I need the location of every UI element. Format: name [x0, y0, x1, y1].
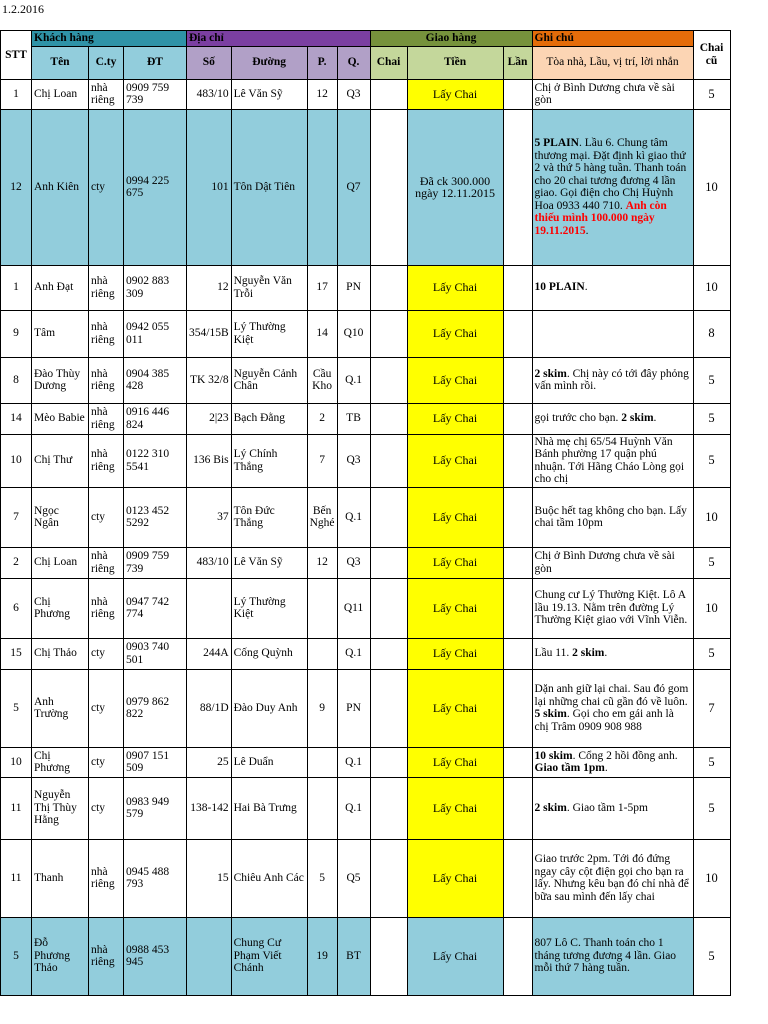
- table-row: [1, 777, 731, 839]
- table-row: [1, 434, 731, 487]
- delivery-sheet: [0, 30, 731, 996]
- cell-q: Q.1: [337, 638, 370, 669]
- cell-q: TB: [337, 403, 370, 434]
- cell-so: 354/15B: [187, 310, 232, 357]
- cell-dt: 0903 740 501: [124, 638, 187, 669]
- cell-note: [532, 747, 693, 777]
- cell-chai: [370, 777, 407, 839]
- cell-p: [307, 578, 337, 638]
- cell-tien: Đã ck 300.000 ngày 12.11.2015: [407, 109, 503, 265]
- cell-ten: Mèo Babie: [32, 403, 89, 434]
- cell-so: 12: [187, 265, 232, 310]
- cell-chai-cu: 10: [693, 109, 730, 265]
- cell-ten: Thanh: [32, 839, 89, 917]
- note-part: 807 Lô C. Thanh toán cho 1 tháng tương đương 4 lần. Giao mỗi thứ 7 hàng tuần.: [534, 937, 677, 975]
- cell-tien: Lấy Chai: [407, 669, 503, 747]
- group-ghi-chu: Ghi chú: [532, 31, 693, 47]
- cell-chai: [370, 839, 407, 917]
- cell-q: Q10: [337, 310, 370, 357]
- cell-cty: nhà riêng: [89, 265, 124, 310]
- cell-cty: nhà riêng: [89, 578, 124, 638]
- cell-note: [532, 547, 693, 578]
- cell-cty: nhà riêng: [89, 917, 124, 995]
- note-part: Nhà mẹ chị 65/54 Huỳnh Văn Bánh phường 17 quận phú nhuận. Tới Hãng Cháo Lòng gọi cho chị: [534, 435, 685, 485]
- cell-dt: 0909 759 739: [124, 79, 187, 109]
- cell-chai: [370, 638, 407, 669]
- cell-chai-cu: 10: [693, 578, 730, 638]
- cell-duong: Lê Văn Sỹ: [231, 547, 307, 578]
- cell-stt: 1: [1, 79, 32, 109]
- note-part: . Cổng 2 hồi đồng anh.: [572, 749, 678, 762]
- cell-chai-cu: 5: [693, 777, 730, 839]
- cell-stt: 9: [1, 310, 32, 357]
- cell-stt: 2: [1, 547, 32, 578]
- cell-dt: 0904 385 428: [124, 357, 187, 403]
- cell-p: Bến Nghé: [307, 487, 337, 547]
- cell-cty: nhà riêng: [89, 547, 124, 578]
- cell-tien: Lấy Chai: [407, 578, 503, 638]
- cell-tien: Lấy Chai: [407, 265, 503, 310]
- cell-ten: Đào Thùy Dương: [32, 357, 89, 403]
- cell-q: Q3: [337, 79, 370, 109]
- cell-p: 9: [307, 669, 337, 747]
- cell-duong: Cống Quỳnh: [231, 638, 307, 669]
- cell-chai-cu: 5: [693, 79, 730, 109]
- note-part: 5 PLAIN: [534, 137, 579, 149]
- cell-chai-cu: 10: [693, 839, 730, 917]
- cell-duong: Lý Chính Thắng: [231, 434, 307, 487]
- note-part: Buộc hết tag không cho bạn. Lấy chai tầm 10pm: [534, 504, 687, 529]
- cell-lan: [503, 747, 532, 777]
- cell-duong: Nguyễn Cảnh Chân: [231, 357, 307, 403]
- table-row: [1, 403, 731, 434]
- cell-cty: nhà riêng: [89, 434, 124, 487]
- cell-tien: Lấy Chai: [407, 434, 503, 487]
- cell-stt: 5: [1, 669, 32, 747]
- cell-lan: [503, 669, 532, 747]
- cell-cty: cty: [89, 638, 124, 669]
- cell-p: 19: [307, 917, 337, 995]
- header-note: Tòa nhà, Lầu, vị trí, lời nhắn: [532, 46, 693, 79]
- header-lan: Lần: [503, 46, 532, 79]
- cell-chai: [370, 403, 407, 434]
- table-row: [1, 487, 731, 547]
- note-part: Chung cư Lý Thường Kiệt. Lô A lầu 19.13. Nằm trên đường Lý Thường Kiệt giao với Vĩnh Viễn.: [534, 589, 688, 627]
- cell-lan: [503, 917, 532, 995]
- cell-duong: Lý Thường Kiệt: [231, 578, 307, 638]
- cell-stt: 10: [1, 747, 32, 777]
- cell-tien: Lấy Chai: [407, 310, 503, 357]
- cell-dt: 0123 452 5292: [124, 487, 187, 547]
- cell-lan: [503, 434, 532, 487]
- cell-chai: [370, 265, 407, 310]
- cell-chai-cu: 5: [693, 917, 730, 995]
- cell-q: Q7: [337, 109, 370, 265]
- cell-p: [307, 109, 337, 265]
- cell-chai-cu: 10: [693, 487, 730, 547]
- table-row: [1, 547, 731, 578]
- note-part: 10 skim: [534, 749, 573, 762]
- cell-stt: 5: [1, 917, 32, 995]
- cell-p: 5: [307, 839, 337, 917]
- cell-chai: [370, 669, 407, 747]
- cell-dt: 0979 862 822: [124, 669, 187, 747]
- cell-lan: [503, 265, 532, 310]
- cell-stt: 12: [1, 109, 32, 265]
- header-cty: C.ty: [89, 46, 124, 79]
- cell-dt: 0902 883 309: [124, 265, 187, 310]
- cell-chai-cu: 5: [693, 357, 730, 403]
- cell-ten: Chị Phương: [32, 578, 89, 638]
- header-duong: Đường: [231, 46, 307, 79]
- cell-stt: 8: [1, 357, 32, 403]
- cell-dt: 0988 453 945: [124, 917, 187, 995]
- cell-note: [532, 403, 693, 434]
- table-row: [1, 839, 731, 917]
- cell-dt: 0907 151 509: [124, 747, 187, 777]
- cell-note: [532, 839, 693, 917]
- cell-p: 12: [307, 79, 337, 109]
- note-part: 2 skim: [572, 647, 605, 660]
- cell-stt: 7: [1, 487, 32, 547]
- cell-chai: [370, 109, 407, 265]
- header-so: Số: [187, 46, 232, 79]
- cell-dt: 0909 759 739: [124, 547, 187, 578]
- cell-tien: Lấy Chai: [407, 487, 503, 547]
- cell-so: [187, 917, 232, 995]
- cell-cty: nhà riêng: [89, 357, 124, 403]
- cell-ten: Ngọc Ngân: [32, 487, 89, 547]
- cell-duong: Nguyễn Văn Trỗi: [231, 265, 307, 310]
- note-part: . Lầu 6. Chung tâm thương mại. Đặt định kì giao thứ 2 và thứ 5 hàng tuần. Thanh toán cho 20 chai tương đương 4 lần giao. Gọi điện cho Chị Huỳnh Hoa 0933 440 710.: [534, 137, 687, 212]
- cell-stt: 11: [1, 777, 32, 839]
- cell-p: [307, 777, 337, 839]
- cell-duong: Chiêu Anh Các: [231, 839, 307, 917]
- cell-stt: 11: [1, 839, 32, 917]
- note-part: . Gọi cho em gái anh là chị Trâm 0909 908 988: [534, 708, 674, 733]
- cell-cty: nhà riêng: [89, 403, 124, 434]
- group-dia-chi: Địa chỉ: [187, 31, 371, 47]
- note-part: 2 skim: [534, 367, 567, 380]
- table-row: [1, 747, 731, 777]
- cell-lan: [503, 109, 532, 265]
- note-part: . Chị này có tới đây phỏng vấn mình rồi.: [534, 367, 689, 392]
- cell-lan: [503, 310, 532, 357]
- cell-q: Q5: [337, 839, 370, 917]
- cell-p: [307, 747, 337, 777]
- cell-chai-cu: 8: [693, 310, 730, 357]
- table-body: [1, 79, 731, 995]
- cell-so: 136 Bis: [187, 434, 232, 487]
- note-part: 2 skim: [534, 801, 567, 814]
- cell-q: PN: [337, 669, 370, 747]
- cell-note: [532, 669, 693, 747]
- table-row: [1, 265, 731, 310]
- cell-duong: Lê Duẩn: [231, 747, 307, 777]
- cell-tien: Lấy Chai: [407, 403, 503, 434]
- cell-lan: [503, 357, 532, 403]
- note-part: gọi trước cho bạn.: [534, 412, 622, 425]
- cell-so: 138-142: [187, 777, 232, 839]
- cell-stt: 15: [1, 638, 32, 669]
- cell-chai: [370, 578, 407, 638]
- cell-stt: 14: [1, 403, 32, 434]
- cell-chai: [370, 487, 407, 547]
- cell-lan: [503, 578, 532, 638]
- cell-ten: Chị Loan: [32, 79, 89, 109]
- cell-so: 88/1D: [187, 669, 232, 747]
- cell-tien: Lấy Chai: [407, 777, 503, 839]
- cell-stt: 10: [1, 434, 32, 487]
- cell-q: Q.1: [337, 487, 370, 547]
- table-row: [1, 109, 731, 265]
- table-row: [1, 638, 731, 669]
- header-tien: Tiền: [407, 46, 503, 79]
- cell-ten: Chị Thư: [32, 434, 89, 487]
- cell-p: [307, 638, 337, 669]
- cell-ten: Anh Đạt: [32, 265, 89, 310]
- table-row: [1, 79, 731, 109]
- cell-duong: Hai Bà Trưng: [231, 777, 307, 839]
- cell-lan: [503, 839, 532, 917]
- cell-q: Q.1: [337, 357, 370, 403]
- cell-chai-cu: 10: [693, 265, 730, 310]
- cell-tien: Lấy Chai: [407, 357, 503, 403]
- cell-chai: [370, 434, 407, 487]
- note-part: . Giao tầm 1-5pm: [566, 801, 648, 814]
- cell-duong: Lý Thường Kiệt: [231, 310, 307, 357]
- cell-chai: [370, 357, 407, 403]
- table-row: [1, 669, 731, 747]
- header-chai-cu: Chai cũ: [693, 31, 730, 80]
- cell-chai-cu: 7: [693, 669, 730, 747]
- cell-cty: nhà riêng: [89, 79, 124, 109]
- cell-chai: [370, 310, 407, 357]
- cell-duong: Bạch Đằng: [231, 403, 307, 434]
- cell-p: 7: [307, 434, 337, 487]
- cell-chai: [370, 547, 407, 578]
- cell-ten: Anh Kiên: [32, 109, 89, 265]
- cell-tien: Lấy Chai: [407, 839, 503, 917]
- cell-dt: 0983 949 579: [124, 777, 187, 839]
- cell-note: [532, 638, 693, 669]
- cell-q: Q3: [337, 434, 370, 487]
- cell-lan: [503, 547, 532, 578]
- cell-tien: Lấy Chai: [407, 79, 503, 109]
- note-part: .: [604, 762, 608, 774]
- note-part: .: [604, 647, 608, 660]
- cell-so: 37: [187, 487, 232, 547]
- cell-cty: nhà riêng: [89, 310, 124, 357]
- cell-duong: Tôn Dật Tiên: [231, 109, 307, 265]
- cell-q: Q11: [337, 578, 370, 638]
- table-row: [1, 310, 731, 357]
- cell-tien: Lấy Chai: [407, 638, 503, 669]
- cell-duong: Chung Cư Phạm Viết Chánh: [231, 917, 307, 995]
- note-part: .: [584, 281, 588, 294]
- header-stt: STT: [1, 31, 32, 80]
- cell-q: Q.1: [337, 777, 370, 839]
- cell-note: [532, 917, 693, 995]
- cell-chai-cu: 5: [693, 747, 730, 777]
- table-row: [1, 578, 731, 638]
- group-giao-hang: Giao hàng: [370, 31, 532, 47]
- cell-cty: cty: [89, 487, 124, 547]
- cell-so: 2|23: [187, 403, 232, 434]
- cell-dt: 0916 446 824: [124, 403, 187, 434]
- cell-chai-cu: 5: [693, 638, 730, 669]
- note-part: Chị ở Bình Dương chưa về sài gòn: [534, 81, 675, 106]
- cell-ten: Nguyễn Thị Thùy Hằng: [32, 777, 89, 839]
- cell-duong: Tôn Đức Thắng: [231, 487, 307, 547]
- cell-p: 14: [307, 310, 337, 357]
- note-part: .: [653, 412, 657, 425]
- cell-p: 12: [307, 547, 337, 578]
- cell-dt: 0947 742 774: [124, 578, 187, 638]
- cell-note: [532, 357, 693, 403]
- cell-lan: [503, 487, 532, 547]
- cell-note: [532, 578, 693, 638]
- cell-so: 101: [187, 109, 232, 265]
- group-khach-hang: Khách hàng: [32, 31, 187, 47]
- cell-p: 17: [307, 265, 337, 310]
- cell-dt: 0122 310 5541: [124, 434, 187, 487]
- cell-stt: 6: [1, 578, 32, 638]
- cell-lan: [503, 79, 532, 109]
- cell-q: PN: [337, 265, 370, 310]
- cell-dt: 0945 488 793: [124, 839, 187, 917]
- header-q: Q.: [337, 46, 370, 79]
- cell-stt: 1: [1, 265, 32, 310]
- cell-lan: [503, 777, 532, 839]
- cell-ten: Chị Loan: [32, 547, 89, 578]
- cell-note: [532, 487, 693, 547]
- cell-lan: [503, 403, 532, 434]
- note-part: Anh còn thiếu mình 100.000 ngày 19.11.2015: [534, 199, 667, 237]
- cell-q: Q3: [337, 547, 370, 578]
- cell-so: 483/10: [187, 547, 232, 578]
- cell-note: [532, 79, 693, 109]
- note-part: Giao trước 2pm. Tới đó đứng ngay cây cột điện gọi cho bạn ra lấy. Nhưng kêu bạn đó chỉ nhà để bữa sau mình đến lấy chai: [534, 853, 689, 903]
- cell-chai-cu: 5: [693, 547, 730, 578]
- header-chai: Chai: [370, 46, 407, 79]
- table-row: [1, 917, 731, 995]
- cell-note: [532, 777, 693, 839]
- cell-note: [532, 265, 693, 310]
- cell-chai: [370, 79, 407, 109]
- cell-note: [532, 434, 693, 487]
- note-part: Dặn anh giữ lại chai. Sau đó gom lại những chai cũ gần đó về luôn.: [534, 683, 689, 708]
- cell-note: [532, 310, 693, 357]
- header-dt: ĐT: [124, 46, 187, 79]
- cell-tien: Lấy Chai: [407, 747, 503, 777]
- cell-duong: Đào Duy Anh: [231, 669, 307, 747]
- cell-ten: Chị Phương: [32, 747, 89, 777]
- cell-duong: Lê Văn Sỹ: [231, 79, 307, 109]
- note-part: 10 PLAIN: [534, 281, 585, 294]
- cell-chai: [370, 917, 407, 995]
- cell-ten: Chị Thảo: [32, 638, 89, 669]
- cell-dt: 0942 055 011: [124, 310, 187, 357]
- cell-ten: Tâm: [32, 310, 89, 357]
- cell-so: 15: [187, 839, 232, 917]
- cell-chai-cu: 5: [693, 434, 730, 487]
- cell-note: 5 PLAIN. Lầu 6. Chung tâm thương mại. Đặt định kì giao thứ 2 và thứ 5 hàng tuần. Thanh toán cho 20 chai tương đương 4 lần giao. Gọi điện cho Chị Huỳnh Hoa 0933 440 710. Anh còn thiếu mình 100.000 ngày 19.11.2015.: [532, 109, 693, 265]
- cell-cty: cty: [89, 669, 124, 747]
- cell-tien: Lấy Chai: [407, 547, 503, 578]
- sheet-date: 1.2.2016: [2, 2, 44, 16]
- header-ten: Tên: [32, 46, 89, 79]
- cell-q: Q.1: [337, 747, 370, 777]
- cell-p: Cầu Kho: [307, 357, 337, 403]
- cell-cty: cty: [89, 777, 124, 839]
- cell-cty: cty: [89, 109, 124, 265]
- table-row: [1, 357, 731, 403]
- cell-dt: 0994 225 675: [124, 109, 187, 265]
- cell-cty: nhà riêng: [89, 839, 124, 917]
- cell-q: BT: [337, 917, 370, 995]
- note-part: 5 skim: [534, 708, 567, 720]
- header-p: P.: [307, 46, 337, 79]
- cell-so: 244A: [187, 638, 232, 669]
- cell-cty: cty: [89, 747, 124, 777]
- cell-so: TK 32/8: [187, 357, 232, 403]
- cell-ten: Đỗ Phương Thảo: [32, 917, 89, 995]
- cell-ten: Anh Trường: [32, 669, 89, 747]
- note-part: Giao tầm 1pm: [534, 762, 605, 774]
- note-part: Lầu 11.: [534, 647, 573, 660]
- cell-chai: [370, 747, 407, 777]
- cell-chai-cu: 5: [693, 403, 730, 434]
- cell-tien: Lấy Chai: [407, 917, 503, 995]
- cell-so: 25: [187, 747, 232, 777]
- note-part: Chị ở Bình Dương chưa về sài gòn: [534, 550, 675, 575]
- cell-so: 483/10: [187, 79, 232, 109]
- cell-so: [187, 578, 232, 638]
- note-part: 2 skim: [621, 412, 654, 425]
- cell-p: 2: [307, 403, 337, 434]
- cell-lan: [503, 638, 532, 669]
